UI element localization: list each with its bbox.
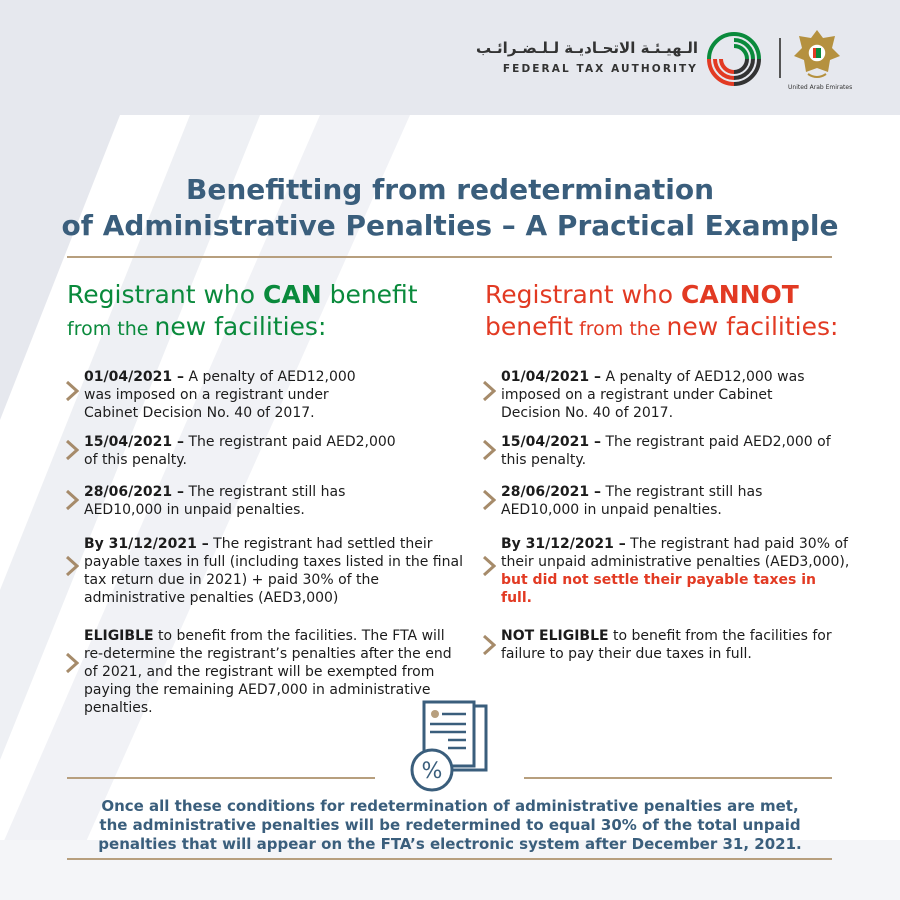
fta-arabic-name: الـهيـئـة الاتحـاديـة لـلـضـرائـب (476, 39, 698, 57)
chevron-right-icon (65, 380, 79, 402)
left-heading-part: from the (67, 318, 155, 340)
right-heading-part: from the (573, 318, 667, 340)
chevron-right-icon (65, 555, 79, 577)
item-text: A penalty of AED12,000 was imposed on a registrant under Cabinet Decision No. 40 of 2017. (84, 369, 356, 421)
item-not-eligible: NOT ELIGIBLE (501, 628, 609, 644)
left-item-2 (84, 433, 404, 469)
percent-document-icon (402, 700, 498, 796)
item-text: The registrant paid AED2,000 of this penalty. (84, 434, 396, 468)
page-title (0, 172, 900, 244)
left-heading-can: CAN (263, 280, 322, 309)
item-text: A penalty of AED12,000 was imposed on a registrant under Cabinet Decision No. 40 of 2017. (501, 369, 805, 421)
chevron-right-icon (65, 439, 79, 461)
item-date: By 31/12/2021 – (501, 536, 626, 552)
item-text: The registrant had paid 30% of their unpaid administrative penalties (AED3,000), (501, 536, 850, 570)
right-item-5 (501, 627, 841, 663)
right-item-4 (501, 535, 851, 607)
left-item-4 (84, 535, 464, 607)
bottom-right-divider (524, 777, 832, 779)
item-text: The registrant had settled their payable taxes in full (including taxes listed in the final tax return due in 2021) + paid 30% of the administrative penalties (AED3,000) (84, 536, 463, 606)
svg-text:%: % (421, 759, 443, 784)
right-item-1 (501, 368, 831, 422)
uae-emblem-icon (790, 26, 844, 82)
item-text: The registrant still has AED10,000 in unpaid penalties. (501, 484, 763, 518)
footer-divider (67, 858, 832, 860)
right-heading-cannot: CANNOT (681, 280, 799, 309)
item-text: The registrant still has AED10,000 in unpaid penalties. (84, 484, 346, 518)
left-heading-part: benefit (321, 280, 418, 309)
fta-english-name: FEDERAL TAX AUTHORITY (502, 63, 698, 75)
title-line-1: Benefitting from redetermination (185, 173, 715, 206)
item-date: 15/04/2021 – (501, 434, 602, 450)
item-eligible: ELIGIBLE (84, 628, 154, 644)
left-item-3 (84, 483, 384, 519)
right-item-2 (501, 433, 841, 469)
item-date: 28/06/2021 – (501, 484, 602, 500)
item-date: 01/04/2021 – (84, 369, 185, 385)
chevron-right-icon (482, 555, 496, 577)
footer-note: Once all these conditions for redetermination of administrative penalties are met, the administrative penalties will be redetermined to equal 30% of the total unpaid penalties that will appear on the FTA’s electronic system after December 31, 2021. (98, 797, 802, 853)
right-heading-part: new facilities: (666, 312, 839, 341)
item-date: 28/06/2021 – (84, 484, 185, 500)
left-item-1 (84, 368, 384, 422)
chevron-right-icon (65, 652, 79, 674)
item-date: 01/04/2021 – (501, 369, 602, 385)
right-heading-part: Registrant who (485, 280, 681, 309)
item-warning: but did not settle their payable taxes in full. (501, 572, 816, 606)
item-date: 15/04/2021 – (84, 434, 185, 450)
bottom-left-divider (67, 777, 375, 779)
left-heading (67, 279, 418, 345)
logo-divider (779, 38, 781, 78)
uae-caption: United Arab Emirates (788, 84, 853, 91)
item-text: The registrant paid AED2,000 of this penalty. (501, 434, 831, 468)
chevron-right-icon (65, 489, 79, 511)
right-item-3 (501, 483, 801, 519)
title-line-2: of Administrative Penalties – A Practical Example (61, 209, 839, 242)
fta-logo-icon (703, 28, 765, 90)
left-heading-part: new facilities: (154, 312, 327, 341)
chevron-right-icon (482, 634, 496, 656)
right-heading (485, 279, 838, 345)
item-text: to benefit from the facilities for failure to pay their due taxes in full. (501, 628, 832, 662)
left-heading-part: Registrant who (67, 280, 263, 309)
chevron-right-icon (482, 489, 496, 511)
title-divider (67, 256, 832, 258)
item-text: to benefit from the facilities. The FTA will re-determine the registrant’s penalties after the end of 2021, and the registrant will be exempted from paying the remaining AED7,000 in administrative penalties. (84, 628, 452, 716)
right-heading-part: benefit (485, 312, 574, 341)
item-date: By 31/12/2021 – (84, 536, 209, 552)
chevron-right-icon (482, 439, 496, 461)
chevron-right-icon (482, 380, 496, 402)
